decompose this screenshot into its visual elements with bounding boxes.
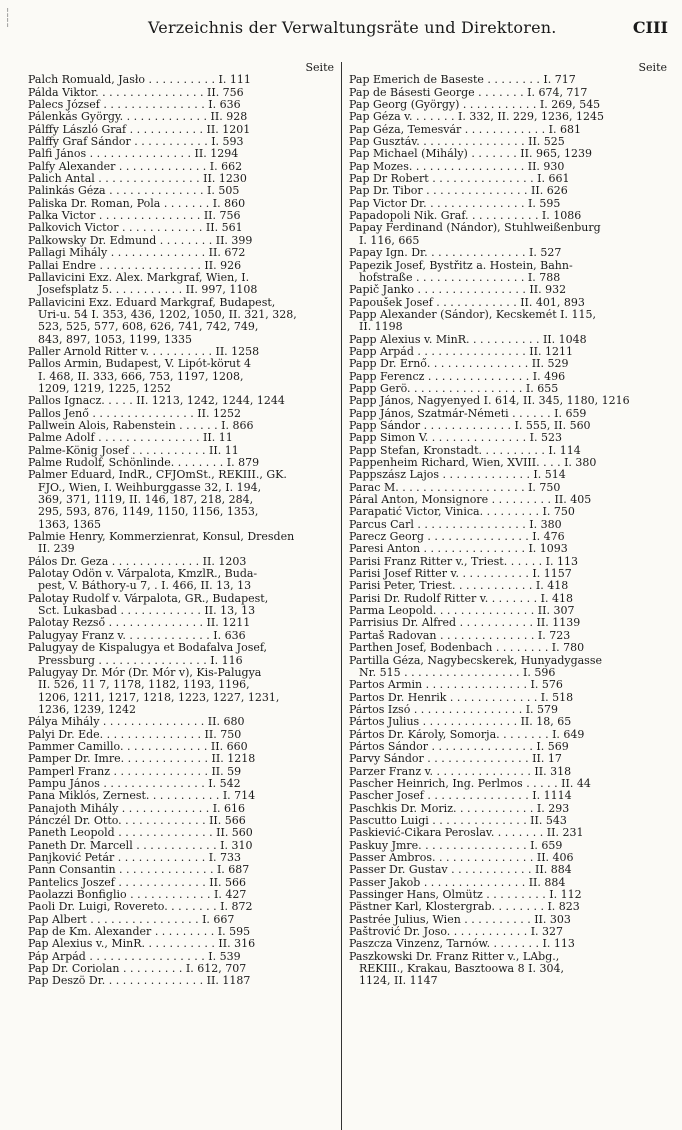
index-entry: 843, 897, 1053, 1199, 1335: [38, 333, 192, 346]
index-entry: Palfi János . . . . . . . . . . . . . . . II. 1294: [28, 148, 239, 161]
index-entry: Pap Dr Robert . . . . . . . . . . . . . . . I. 661: [349, 173, 570, 186]
index-entry: Pap Victor Dr. . . . . . . . . . . . . . . I. 595: [349, 197, 561, 210]
index-entry: Parzer Franz v. . . . . . . . . . . . . . . II. 318: [349, 765, 572, 778]
index-entry: Palme Rudolf, Schönlinde. . . . . . . . I. 879: [28, 457, 260, 469]
index-entry: Pallwein Alois, Rabenstein . . . . . . I. 866: [28, 419, 254, 432]
index-entry: Parisi Peter, Triest. . . . . . . . . . . . I. 418: [349, 580, 569, 593]
index-entry: Papadopoli Nik. Graf. . . . . . . . . . . I. 1086: [349, 210, 582, 223]
index-entry: Papp János, Szatmár-Németi . . . . . . I. 659: [349, 407, 587, 420]
index-entry: Parrisius Dr. Alfred . . . . . . . . . . . II. 1139: [349, 617, 581, 630]
index-entry: 369, 371, 1119, II. 146, 187, 218, 284,: [38, 494, 254, 507]
index-entry: Palinkás Géza . . . . . . . . . . . . . . I. 505: [28, 185, 240, 198]
index-entry: Pammer Camillo. . . . . . . . . . . . . II. 660: [28, 740, 248, 753]
index-entry: Parapatić Victor, Vinica. . . . . . . . . I. 750: [349, 506, 575, 519]
index-entry: Paneth Dr. Marcell . . . . . . . . . . . . I. 310: [28, 839, 253, 852]
index-entry: Paskuy Jmre. . . . . . . . . . . . . . . . I. 659: [349, 839, 563, 852]
index-entry: Pálffy László Graf . . . . . . . . . . . II. 1201: [28, 123, 251, 136]
index-entry: Partos Armin . . . . . . . . . . . . . . . I. 576: [349, 679, 563, 692]
index-entry: Papay Ferdinand (Nándor), Stuhlweißenburg: [349, 222, 601, 235]
left-column-label: Seite: [305, 61, 334, 74]
index-entry: II. 239: [38, 543, 75, 556]
index-entry: Paolazzi Bonfiglio . . . . . . . . . . . . I. 427: [28, 889, 247, 902]
index-entry: Panajoth Mihály . . . . . . . . . . . . . I. 616: [28, 802, 246, 815]
index-entry: I. 116, 665: [359, 234, 420, 247]
index-entry: Palich Antal . . . . . . . . . . . . . . . II. 1230: [28, 173, 247, 186]
index-entry: Nr. 515 . . . . . . . . . . . . . . . . . I. 596: [359, 666, 556, 679]
index-entry: Pap Emerich de Baseste . . . . . . . . I. 717: [349, 74, 576, 87]
index-entry: Pap de Km. Alexander . . . . . . . . . I. 595: [28, 926, 251, 939]
index-entry: Josefsplatz 5. . . . . . . . . . . II. 997, 1108: [38, 284, 258, 297]
index-entry: Páp Árpád . . . . . . . . . . . . . . . . . I. 539: [28, 950, 241, 963]
index-entry: Palme-König Josef . . . . . . . . . . . II. 11: [28, 444, 239, 457]
index-entry: Passer Dr. Gustav . . . . . . . . . . . . II. 884: [349, 864, 572, 877]
index-entry: 1236, 1239, 1242: [38, 703, 136, 716]
index-entry: Pallos Ignacz. . . . . II. 1213, 1242, 1244, 1244: [28, 395, 285, 408]
index-entry: Palmie Henry, Kommerzienrat, Konsul, Dresden: [28, 531, 295, 544]
index-entry: Pártos Izsó . . . . . . . . . . . . . . . . I. 579: [349, 703, 559, 716]
index-entry: Partos Dr. Henrik . . . . . . . . . . . . . I. 518: [349, 691, 574, 704]
index-entry: Pártos Dr. Károly, Somorja. . . . . . . . I. 649: [349, 728, 585, 741]
index-entry: 295, 593, 876, 1149, 1150, 1156, 1353,: [38, 506, 259, 519]
index-entry: Páral Anton, Monsignore . . . . . . . . . II. 405: [349, 494, 592, 507]
index-entry: II. 1198: [359, 321, 403, 334]
index-entry: Pampu János . . . . . . . . . . . . . . . I. 542: [28, 777, 241, 790]
index-entry: Pálenkás György. . . . . . . . . . . . . II. 928: [28, 111, 248, 124]
index-entry: Pallagi Mihály . . . . . . . . . . . . . . II. 672: [28, 247, 246, 260]
index-entry: Parac M. . . . . . . . . . . . . . . . . . . I. 750: [349, 481, 561, 494]
index-entry: REKIII., Krakau, Basztoowa 8 I. 304,: [359, 963, 564, 976]
index-entry: Pálya Mihály . . . . . . . . . . . . . . . II. 680: [28, 716, 245, 729]
index-entry: Passer Jakob . . . . . . . . . . . . . . . II. 884: [349, 876, 566, 889]
index-entry: Papp Dr. Ernő. . . . . . . . . . . . . . . II. 529: [349, 358, 569, 371]
index-entry: Palka Victor . . . . . . . . . . . . . . . II. 756: [28, 210, 241, 223]
index-entry: Papp Sándor . . . . . . . . . . . . . I. 555, II. 560: [349, 419, 591, 432]
index-entry: Sct. Lukasbad . . . . . . . . . . . . II. 13, 13: [38, 605, 256, 618]
right-column-label: Seite: [638, 61, 667, 74]
index-entry: Pap Géza v. . . . . . . I. 332, II. 229, 1236, 1245: [349, 111, 604, 124]
index-entry: Paszkowski Dr. Franz Ritter v., LAbg.,: [349, 950, 560, 963]
index-entry: Passer Ambros. . . . . . . . . . . . . . . II. 406: [349, 852, 574, 864]
index-entry: 1206, 1211, 1217, 1218, 1223, 1227, 1231,: [38, 691, 280, 704]
page-number: CIII: [632, 18, 668, 37]
index-entry: Pap Alexius v., MinR. . . . . . . . . . . II. 316: [28, 938, 256, 951]
index-entry: Palyi Dr. Ede. . . . . . . . . . . . . . . II. 750: [28, 728, 242, 741]
index-entry: Palotay Rezső . . . . . . . . . . . . . . II. 1211: [28, 617, 251, 630]
index-entry: Parecz Georg . . . . . . . . . . . . . . . I. 476: [349, 531, 565, 544]
index-entry: Paskiević-Čikara Peroslav. . . . . . . . II. 231: [349, 827, 584, 840]
index-entry: Palfy Alexander . . . . . . . . . . . . . I. 662: [28, 160, 243, 173]
index-entry: Papp Gerö. . . . . . . . . . . . . . . . . I. 655: [349, 382, 559, 395]
index-entry: Pressburg . . . . . . . . . . . . . . . . I. 116: [38, 654, 243, 667]
index-entry: Palugyay de Kispalugya et Bodafalva Josef,: [28, 642, 268, 655]
index-entry: Pallavicini Exz. Alex. Markgraf, Wien, I.: [28, 271, 250, 284]
index-entry: Pascher Josef . . . . . . . . . . . . . . . I. 1114: [349, 790, 572, 803]
index-entry: Palotay Rudolf v. Várpalota, GR., Budapest,: [28, 592, 269, 605]
index-entry: Pascher Heinrich, Ing. Perlmos . . . . . II. 44: [349, 777, 591, 790]
index-entry: Pap Michael (Mihály) . . . . . . . II. 965, 1239: [349, 148, 592, 161]
column-divider: [341, 62, 342, 1130]
index-entry: Paliska Dr. Roman, Pola . . . . . . . I. 860: [28, 197, 246, 210]
index-entry: Pánczél Dr. Otto. . . . . . . . . . . . . II. 566: [28, 814, 246, 827]
index-entry: Pap Deszö Dr. . . . . . . . . . . . . . . II. 1187: [28, 975, 251, 988]
index-entry: Papp Simon V. . . . . . . . . . . . . . . I. 523: [349, 432, 562, 445]
index-entry: Palkovich Victor . . . . . . . . . . . . II. 561: [28, 222, 243, 235]
index-entry: Pantelics Joszef . . . . . . . . . . . . . II. 566: [28, 876, 246, 889]
index-entry: 1209, 1219, 1225, 1252: [38, 382, 171, 395]
index-entry: Palkowsky Dr. Edmund . . . . . . . . II. 399: [28, 234, 253, 247]
index-entry: Papp Ferencz . . . . . . . . . . . . . . . I. 496: [349, 370, 566, 383]
index-entry: Pap Géza, Temesvár . . . . . . . . . . . . I. 681: [349, 123, 582, 136]
index-entry: Palugyay Franz v. . . . . . . . . . . . . I. 636: [28, 629, 246, 642]
index-entry: 523, 525, 577, 608, 626, 741, 742, 749,: [38, 321, 259, 334]
index-entry: Pap Mozes. . . . . . . . . . . . . . . . . II. 930: [349, 160, 565, 173]
index-entry: Papay Ign. Dr. . . . . . . . . . . . . . . I. 527: [349, 247, 562, 260]
index-entry: Pap Gusztáv. . . . . . . . . . . . . . . . II. 525: [349, 136, 565, 149]
index-entry: Parthen Josef, Bodenbach . . . . . . . . I. 780: [349, 642, 585, 655]
index-entry: Papoušek Josef . . . . . . . . . . . . II. 401, 893: [349, 296, 585, 309]
index-entry: Pártos Julius . . . . . . . . . . . . . . II. 18, 65: [349, 716, 572, 729]
index-entry: Paštrović Dr. Joso. . . . . . . . . . . . I. 327: [349, 926, 564, 939]
index-entry: Papp Árpád . . . . . . . . . . . . . . . . II. 1211: [349, 345, 573, 358]
index-entry: Palmer Eduard, IndR., CFJOmSt., REKIII., GK.: [28, 469, 287, 482]
index-entry: FJO., Wien, I. Weihburggasse 32, I. 194,: [38, 481, 262, 494]
index-entry: Pap Georg (György) . . . . . . . . . . . I. 269, 545: [349, 99, 601, 112]
index-entry: Paresi Anton . . . . . . . . . . . . . . . I. 1093: [349, 543, 568, 556]
page-header: [28, 18, 668, 42]
index-entry: Parisi Dr. Rudolf Ritter v. . . . . . . . I. 418: [349, 592, 573, 605]
index-entry: Pappszász Lajos . . . . . . . . . . . . . I. 514: [349, 469, 566, 482]
page-title: Verzeichnis der Verwaltungsräte und Direktoren.: [148, 18, 557, 37]
index-entry: Parcus Carl . . . . . . . . . . . . . . . . I. 380: [349, 518, 562, 531]
index-entry: Pap Dr. Tibor . . . . . . . . . . . . . . . II. 626: [349, 185, 568, 198]
index-entry: Panjković Petár . . . . . . . . . . . . . I. 733: [28, 852, 242, 864]
index-entry: Parisi Franz Ritter v., Triest. . . . . . I. 113: [349, 555, 579, 568]
index-entry: Pamperl Franz . . . . . . . . . . . . . . II. 59: [28, 765, 242, 778]
index-entry: Pascutto Luigi . . . . . . . . . . . . . . II. 543: [349, 814, 567, 827]
index-entry: Pappenheim Richard, Wien, XVIII. . . . I. 380: [349, 457, 597, 469]
index-entry: I. 468, II. 333, 666, 753, 1197, 1208,: [38, 370, 244, 383]
index-entry: 1363, 1365: [38, 518, 101, 531]
index-entry: Pallos Jenő . . . . . . . . . . . . . . . II. 1252: [28, 407, 241, 420]
index-entry: Papp Stefan, Kronstadt. . . . . . . . . . I. 114: [349, 444, 581, 457]
index-entry: Papp János, Nagyenyed I. 614, II. 345, 1180, 1216: [349, 395, 630, 408]
index-entry: Palugyay Dr. Mór (Dr. Mór v), Kis-Palugya: [28, 666, 262, 679]
index-entry: Paschkis Dr. Moriz. . . . . . . . . . . . I. 293: [349, 802, 570, 815]
index-entry: Uri-u. 54 I. 353, 436, 1202, 1050, II. 321, 328,: [38, 308, 297, 321]
index-entry: Papič Janko . . . . . . . . . . . . . . . . II. 932: [349, 284, 567, 297]
index-entry: Pap Albert . . . . . . . . . . . . . . . . I. 667: [28, 913, 235, 926]
index-entry: II. 526, 11 7, 1178, 1182, 1193, 1196,: [38, 679, 250, 692]
index-entry: Paszcza Vinzenz, Tarnów. . . . . . . . I. 113: [349, 938, 575, 951]
index-entry: Pap de Básesti George . . . . . . . I. 674, 717: [349, 86, 588, 99]
index-entry: Pamper Dr. Imre. . . . . . . . . . . . . II. 1218: [28, 753, 256, 766]
index-entry: Paoli Dr. Luigi, Rovereto. . . . . . . . I. 872: [28, 901, 253, 914]
index-entry: Pana Miklós, Zernest. . . . . . . . . . . I. 714: [28, 790, 256, 803]
index-entry: Palch Romuald, Jasło . . . . . . . . . . I. 111: [28, 74, 251, 87]
index-entry: Paneth Leopold . . . . . . . . . . . . . . II. 560: [28, 827, 253, 840]
index-entry: Papezik Josef, Bystřitz a. Hostein, Bahn-: [349, 259, 573, 272]
left-column: [28, 62, 334, 988]
index-entry: Pálda Viktor. . . . . . . . . . . . . . . . II. 756: [28, 86, 244, 99]
index-entry: Pästner Karl, Klostergrab. . . . . . . . I. 823: [349, 901, 580, 914]
index-entry: Pann Consantin . . . . . . . . . . . . . . I. 687: [28, 864, 250, 877]
index-entry: Pap Dr. Coriolan . . . . . . . . . I. 612, 707: [28, 963, 247, 976]
index-entry: Palffy Graf Sándor . . . . . . . . . . . I. 593: [28, 136, 244, 149]
index-entry: Papp Alexander (Sándor), Kecskemét I. 115,: [349, 308, 596, 321]
index-entry: Palotay Ödön v. Várpalota, KmzlR., Buda-: [28, 568, 258, 581]
index-entry: Pártos Sándor . . . . . . . . . . . . . . . I. 569: [349, 740, 569, 753]
index-entry: Pastrée Julius, Wien . . . . . . . . . . II. 303: [349, 913, 571, 926]
index-entry: Papp Alexius v. MinR. . . . . . . . . . . II. 1048: [349, 333, 587, 346]
index-entry: Paller Arnold Ritter v. . . . . . . . . . II. 1258: [28, 345, 260, 358]
index-entry: Passinger Hans, Olmütz . . . . . . . . . I. 112: [349, 889, 582, 902]
index-entry: 1124, II. 1147: [359, 975, 438, 988]
index-entry: Palecs József . . . . . . . . . . . . . . . I. 636: [28, 99, 241, 112]
index-entry: Pallos Ármin, Budapest, V. Lipót-körut 4: [28, 358, 252, 371]
index-entry: Palme Adolf . . . . . . . . . . . . . . . II. 11: [28, 432, 233, 445]
index-entry: Partaš Radovan . . . . . . . . . . . . . . I. 723: [349, 629, 571, 642]
index-entry: Pallai Endre . . . . . . . . . . . . . . . II. 926: [28, 259, 242, 272]
index-entry: Parma Leopold. . . . . . . . . . . . . . . II. 307: [349, 605, 575, 618]
index-entry: Pallavicini Exz. Eduard Markgraf, Budapest,: [28, 296, 276, 309]
right-column: [349, 62, 667, 988]
index-entry: Parisi Josef Ritter v. . . . . . . . . . . I. 1157: [349, 568, 572, 581]
margin-marks: ¦ ¦: [6, 7, 10, 28]
index-entry: Parvy Sándor . . . . . . . . . . . . . . . II. 17: [349, 753, 562, 766]
index-entry: pest, V. Báthory-u 7, . I. 466, II. 13, 13: [38, 580, 252, 593]
index-entry: hofstraße . . . . . . . . . . . . . . . . I. 788: [359, 271, 561, 284]
index-entry: Pálos Dr. Geza . . . . . . . . . . . . . II. 1203: [28, 555, 247, 568]
index-entry: Partilla Géza, Nagybecskerek, Hunyadygasse: [349, 654, 602, 667]
